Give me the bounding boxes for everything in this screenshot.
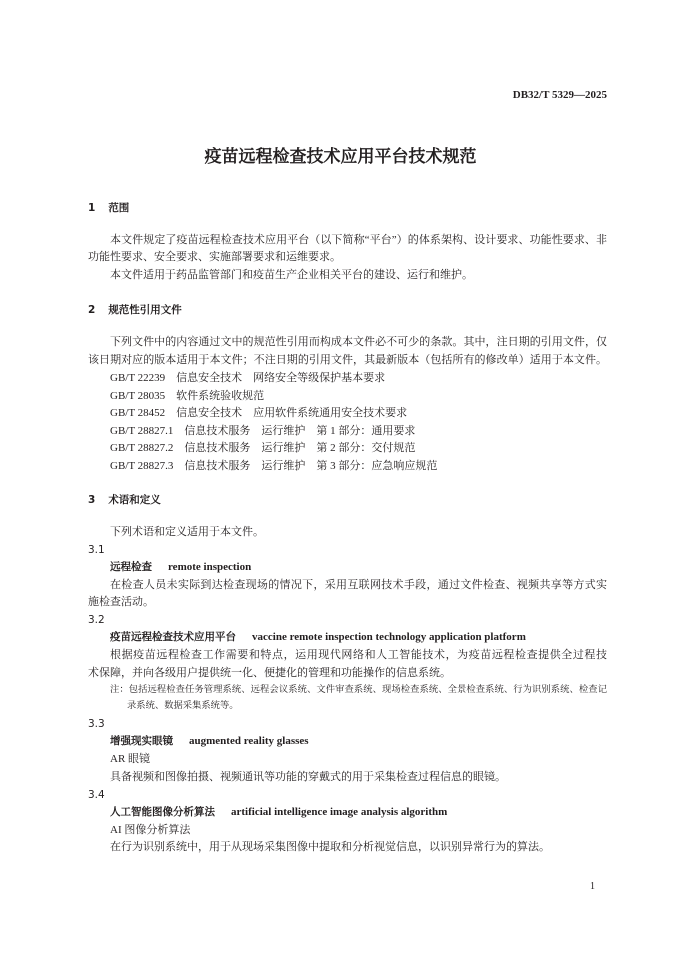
term-chinese: 增强现实眼镜 xyxy=(110,735,173,747)
section-2-title: 规范性引用文件 xyxy=(108,304,182,316)
reference-item xyxy=(110,406,407,420)
term-number: 3.2 xyxy=(88,614,105,626)
reference-item xyxy=(110,389,264,403)
reference-code: GB/T 22239 xyxy=(110,372,166,384)
reference-title: 信息技术服务 运行维护 第 2 部分：交付规范 xyxy=(184,442,416,454)
reference-title: 信息技术服务 运行维护 第 1 部分：通用要求 xyxy=(184,425,416,437)
term-english: remote inspection xyxy=(168,561,252,573)
term-english: artificial intelligence image analysis algorithm xyxy=(231,806,448,818)
reference-title: 软件系统验收规范 xyxy=(176,390,265,402)
reference-title: 信息安全技术 应用软件系统通用安全技术要求 xyxy=(176,407,408,419)
section-1-title: 范围 xyxy=(108,202,130,214)
reference-code: GB/T 28827.1 xyxy=(110,425,174,437)
reference-item xyxy=(110,371,385,385)
term-english: augmented reality glasses xyxy=(189,735,309,747)
term-definition-line: 具备视频和图像拍摄、视频通讯等功能的穿戴式的用于采集检查过程信息的眼镜。 xyxy=(110,771,506,783)
section-2-number: 2 xyxy=(88,304,96,316)
page-number: 1 xyxy=(590,881,595,892)
references-intro-line-2: 该日期对应的版本适用于本文件；不注日期的引用文件，其最新版本（包括所有的修改单）适用于本文件。 xyxy=(88,354,607,366)
term-abbreviation: AR 眼镜 xyxy=(110,753,151,765)
term-definition-line: 根据疫苗远程检查工作需要和特点，运用现代网络和人工智能技术，为疫苗远程检查提供全过程技 xyxy=(110,649,607,661)
term-note-line: 注：包括远程检查任务管理系统、远程会议系统、文件审查系统、现场检查系统、全景检查系统、行为识别系统、检查记 xyxy=(110,685,607,695)
term-number: 3.3 xyxy=(88,718,105,730)
reference-code: GB/T 28035 xyxy=(110,390,166,402)
scope-paragraph-1-line-1: 本文件规定了疫苗远程检查技术应用平台（以下简称“平台”）的体系架构、设计要求、功能性要求、非 xyxy=(110,234,607,246)
term-abbreviation: AI 图像分析算法 xyxy=(110,824,191,836)
section-3-heading xyxy=(88,493,161,507)
term-heading xyxy=(110,805,447,819)
reference-item xyxy=(110,459,437,473)
term-number: 3.1 xyxy=(88,544,105,556)
term-chinese: 远程检查 xyxy=(110,561,152,573)
section-2-heading xyxy=(88,303,182,317)
term-heading xyxy=(110,630,526,644)
term-english: vaccine remote inspection technology application platform xyxy=(252,631,526,643)
term-chinese: 人工智能图像分析算法 xyxy=(110,806,215,818)
reference-item xyxy=(110,424,415,438)
reference-code: GB/T 28452 xyxy=(110,407,166,419)
document-title: 疫苗远程检查技术应用平台技术规范 xyxy=(204,147,477,167)
section-3-number: 3 xyxy=(88,494,96,506)
term-definition-line: 术保障，并向各级用户提供统一化、便捷化的管理和功能操作的信息系统。 xyxy=(88,667,451,679)
term-note-line: 录系统、数据采集系统等。 xyxy=(127,701,239,711)
reference-title: 信息安全技术 网络安全等级保护基本要求 xyxy=(176,372,386,384)
scope-paragraph-1-line-2: 功能性要求、安全要求、实施部署要求和运维要求。 xyxy=(88,251,341,263)
term-chinese: 疫苗远程检查技术应用平台 xyxy=(110,631,236,643)
references-intro-line-1: 下列文件中的内容通过文中的规范性引用而构成本文件必不可少的条款。其中，注日期的引用文件，仅 xyxy=(110,336,607,348)
term-definition-line: 施检查活动。 xyxy=(88,596,154,608)
section-3-title: 术语和定义 xyxy=(108,494,161,506)
term-heading xyxy=(110,560,251,574)
term-definition-line: 在检查人员未实际到达检查现场的情况下，采用互联网技术手段，通过文件检查、视频共享等方式实 xyxy=(110,579,607,591)
section-1-heading xyxy=(88,201,129,215)
reference-code: GB/T 28827.2 xyxy=(110,442,174,454)
section-1-number: 1 xyxy=(88,202,96,214)
term-number: 3.4 xyxy=(88,789,105,801)
document-code: DB32/T 5329—2025 xyxy=(512,89,607,101)
reference-code: GB/T 28827.3 xyxy=(110,460,174,472)
reference-item xyxy=(110,441,415,455)
scope-paragraph-2: 本文件适用于药品监管部门和疫苗生产企业相关平台的建设、运行和维护。 xyxy=(110,269,473,281)
term-heading xyxy=(110,734,309,748)
terms-intro: 下列术语和定义适用于本文件。 xyxy=(110,526,264,538)
term-definition-line: 在行为识别系统中，用于从现场采集图像中提取和分析视觉信息，以识别异常行为的算法。 xyxy=(110,841,550,853)
reference-title: 信息技术服务 运行维护 第 3 部分：应急响应规范 xyxy=(184,460,438,472)
